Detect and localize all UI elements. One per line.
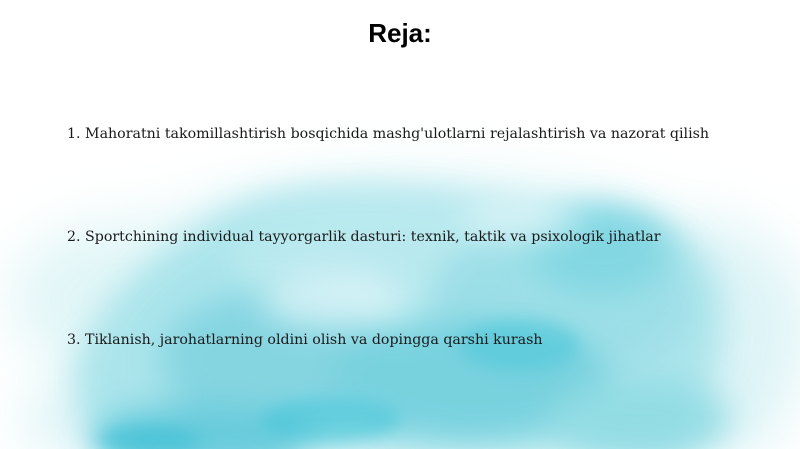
plan-item-3: 3. Tiklanish, jarohatlarning oldini olish va dopingga qarshi kurash <box>67 332 543 348</box>
plan-item-2: 2. Sportchining individual tayyorgarlik dasturi: texnik, taktik va psixologik jihatlar <box>67 229 661 245</box>
plan-item-1: 1. Mahoratni takomillashtirish bosqichida mashg'ulotlarni rejalashtirish va nazorat qilish <box>67 126 710 142</box>
slide-title: Reja: <box>368 18 432 48</box>
